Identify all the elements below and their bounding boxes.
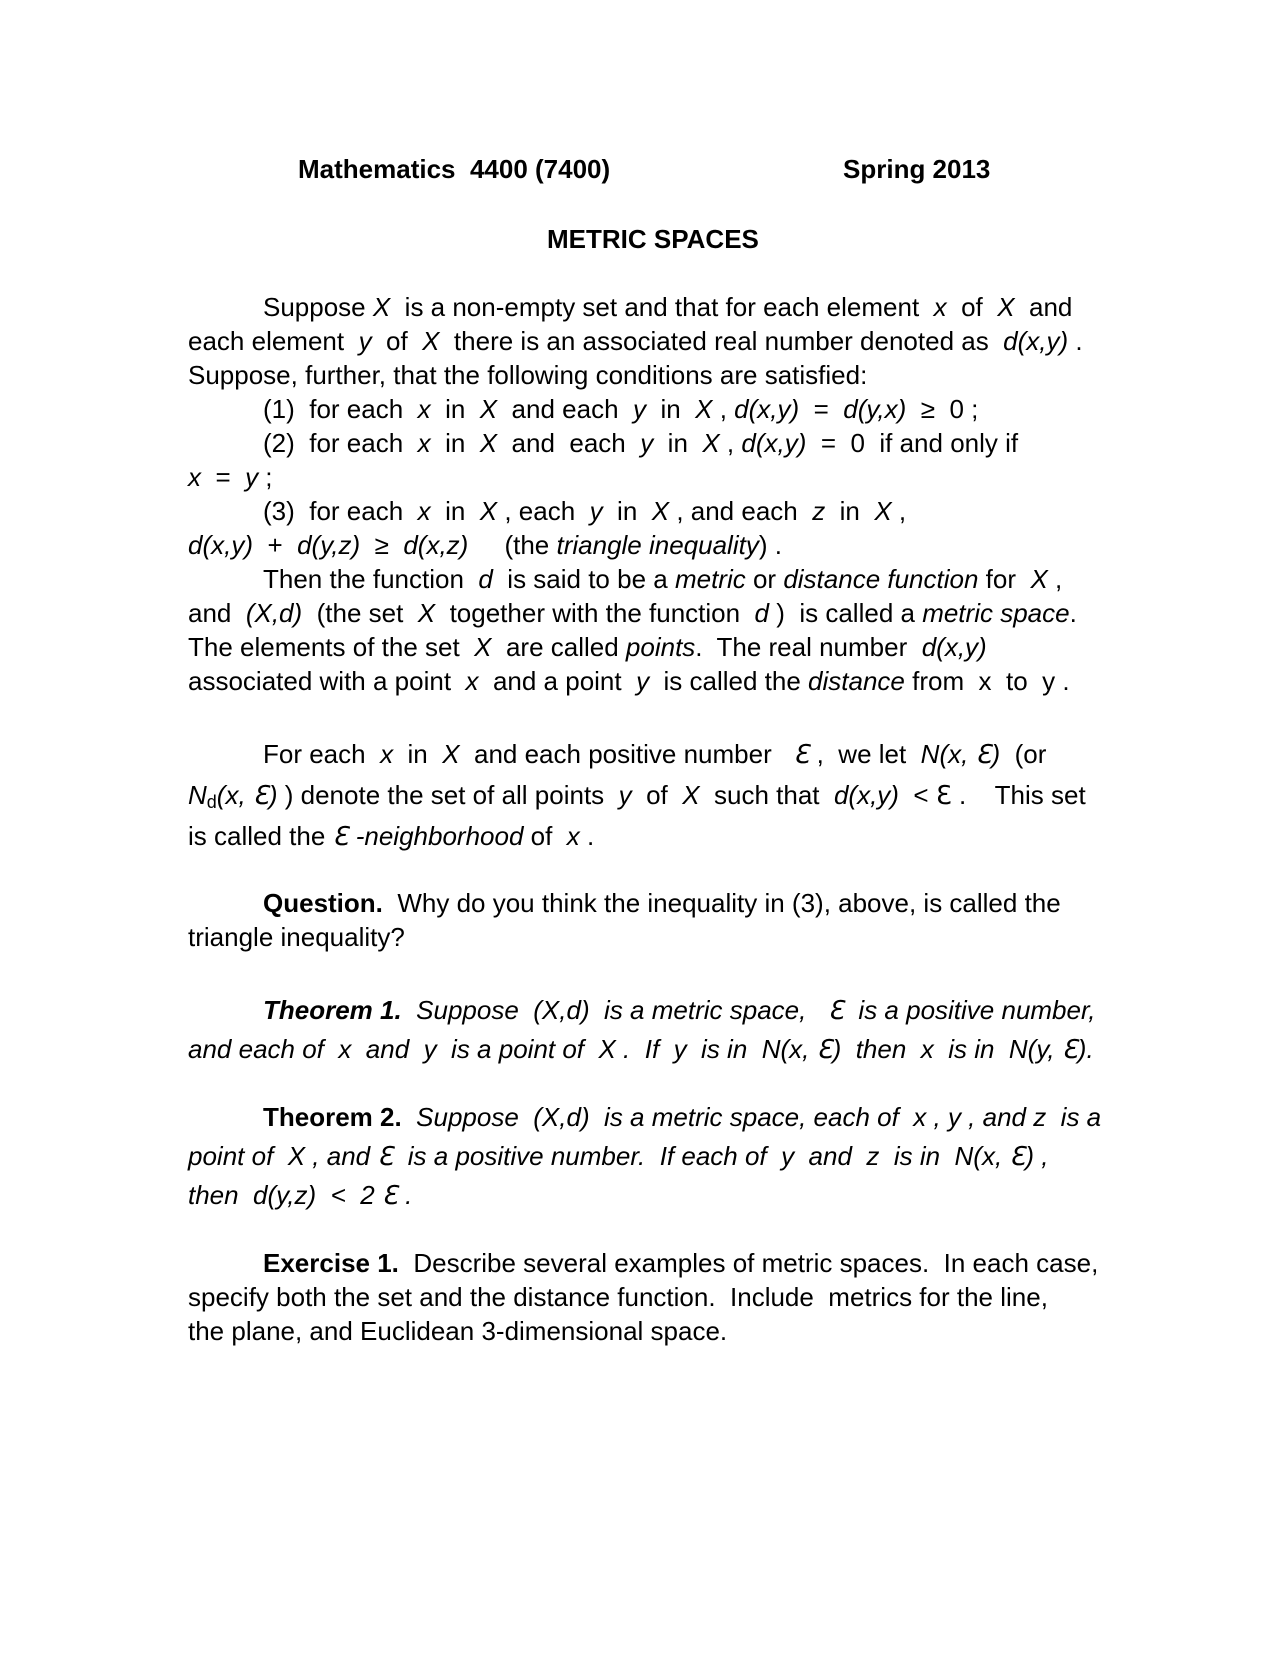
text-run: and (1014, 292, 1073, 322)
text-run: d (754, 598, 770, 628)
text-run: metric space (922, 598, 1070, 628)
text-run: d(y,z) (297, 530, 361, 560)
text-run: such that (699, 780, 834, 810)
text-run: x (465, 666, 479, 696)
theorem-2-line (263, 1100, 1101, 1134)
text-run: Theorem 2. (263, 1102, 402, 1132)
text-run: of (946, 292, 998, 322)
text-run: is a non-empty set and that for each element (390, 292, 934, 322)
text-run: ≥ (360, 530, 404, 560)
paragraph-line (188, 630, 987, 664)
text-run: (the set (302, 598, 418, 628)
text-run: N(x, ℇ) (920, 739, 1001, 769)
text-run: (x, ℇ) (216, 780, 278, 810)
text-run: , (719, 428, 742, 458)
text-run: y (618, 780, 632, 810)
text-run: then d(y,z) < 2 ℇ . (188, 1180, 413, 1210)
text-run: in (646, 394, 696, 424)
question-line (263, 886, 1061, 920)
text-run: = 0 if and only if (806, 428, 1019, 458)
text-run: , (1047, 564, 1063, 594)
theorem-1-line (263, 993, 1095, 1027)
text-run: and each positive number (459, 739, 794, 769)
paragraph-line (188, 528, 782, 562)
text-run: y (589, 496, 603, 526)
text-run: point of X , and ℇ is a positive number. If each of y and z is in N(x, ℇ) , (188, 1141, 1049, 1171)
text-run: triangle inequality (556, 530, 759, 560)
text-run: d(x,y) (921, 632, 987, 662)
text-run: of (371, 326, 423, 356)
text-run: X (479, 394, 498, 424)
text-run: Describe several examples of metric spaces. In each case, (398, 1248, 1099, 1278)
text-run: metric (674, 564, 746, 594)
text-run: (1) for each (263, 394, 418, 424)
text-run: ℇ -neighborhood (332, 821, 524, 851)
page-title: METRIC SPACES (547, 224, 759, 254)
text-run: each element (188, 326, 359, 356)
paragraph-line (188, 358, 867, 392)
text-run: . The real number (695, 632, 922, 662)
paragraph-line (263, 290, 1072, 324)
text-run: X (417, 598, 436, 628)
condition-2 (263, 426, 1018, 460)
text-run: ) is called a (769, 598, 923, 628)
text-run: X (695, 394, 713, 424)
text-run: y (358, 326, 372, 356)
text-run: , we let (809, 739, 921, 769)
text-run: . (1068, 326, 1083, 356)
text-run: (3) for each (263, 496, 418, 526)
text-run: N (188, 780, 207, 810)
theorem-2-line (188, 1139, 1048, 1173)
text-run: distance (808, 666, 905, 696)
text-run: z (812, 496, 826, 526)
text-run: d(x,y) (1003, 326, 1069, 356)
text-run: and (188, 598, 246, 628)
text-run: x (188, 462, 201, 492)
text-run: in (602, 496, 652, 526)
text-run: d(x,y) (734, 394, 800, 424)
text-run: X (682, 780, 700, 810)
text-run: d (206, 792, 217, 812)
theorem-2-line (188, 1178, 412, 1212)
paragraph-line (188, 664, 1070, 698)
text-run: (the (468, 530, 557, 560)
text-run: Exercise 1. (263, 1248, 399, 1278)
text-run: < ℇ . This set (898, 780, 1086, 810)
text-run: X (422, 326, 440, 356)
text-run: associated with a point (188, 666, 466, 696)
text-run: and each (497, 428, 641, 458)
text-run: is said to be a (492, 564, 675, 594)
text-run: in (825, 496, 875, 526)
text-run: is called the (649, 666, 809, 696)
neighborhood-line (188, 778, 1086, 812)
text-run: For each (263, 739, 381, 769)
text-run: in (430, 428, 480, 458)
condition-1 (263, 392, 978, 426)
text-run: Question. (263, 888, 383, 918)
text-run: of (523, 821, 567, 851)
text-run: in (430, 394, 480, 424)
text-run: or (745, 564, 784, 594)
paragraph-line (188, 324, 1083, 358)
theorem-1-line (188, 1032, 1094, 1066)
text-run: y (245, 462, 259, 492)
text-run: x (417, 496, 431, 526)
text-run: triangle inequality? (188, 922, 405, 952)
text-run: Then the function (263, 564, 479, 594)
text-run: x (380, 739, 394, 769)
exercise-1-line (188, 1280, 1048, 1314)
text-run: in (430, 496, 480, 526)
text-run: d(x,z) (403, 530, 469, 560)
exercise-1-line (263, 1246, 1098, 1280)
text-run: = (799, 394, 844, 424)
text-run: Suppose, further, that the following conditions are satisfied: (188, 360, 868, 390)
text-run: + (253, 530, 298, 560)
text-run: from x to y . (904, 666, 1070, 696)
text-run: y (636, 666, 650, 696)
text-run: X (474, 632, 492, 662)
text-run: , and each (669, 496, 813, 526)
text-run: , each (497, 496, 590, 526)
text-run: x (417, 394, 431, 424)
text-run: are called (491, 632, 626, 662)
text-run: X (479, 496, 498, 526)
text-run: specify both the set and the distance function. Include metrics for the line, (188, 1282, 1048, 1312)
text-run: the plane, and Euclidean 3-dimensional space. (188, 1316, 728, 1346)
term-heading: Spring 2013 (843, 154, 991, 184)
text-run: d (478, 564, 493, 594)
text-run: Suppose (263, 292, 373, 322)
text-run: = (201, 462, 246, 492)
text-run: ℇ (793, 739, 810, 769)
text-run: in (393, 739, 443, 769)
text-run: , (891, 496, 907, 526)
text-run: there is an associated real number denoted as (439, 326, 1004, 356)
text-run: ; (258, 462, 273, 492)
text-run: (2) for each (263, 428, 418, 458)
text-run: for (978, 564, 1031, 594)
text-run: x (566, 821, 580, 851)
text-run: , (712, 394, 735, 424)
text-run: . (579, 821, 595, 851)
text-run: d(x,y) (833, 780, 899, 810)
text-run: . (1069, 598, 1077, 628)
text-run: y (640, 428, 654, 458)
text-run: x (933, 292, 947, 322)
text-run: Suppose (X,d) is a metric space, each of x , y , and z is a (401, 1102, 1102, 1132)
text-run: Theorem 1. (263, 995, 402, 1025)
text-run: ≥ 0 ; (906, 394, 979, 424)
paragraph-line (188, 596, 1077, 630)
text-run: X (1030, 564, 1048, 594)
text-run: is called the (188, 821, 333, 851)
text-run: X (874, 496, 892, 526)
condition-3 (263, 494, 906, 528)
text-run: of (631, 780, 683, 810)
text-run: The elements of the set (188, 632, 475, 662)
text-run: X (997, 292, 1015, 322)
text-run: X (651, 496, 670, 526)
text-run: X (479, 428, 498, 458)
text-run: Why do you think the inequality in (3), above, is called the (382, 888, 1061, 918)
text-run: d(y,x) (843, 394, 907, 424)
text-run: Suppose (X,d) is a metric space, ℇ is a positive number, (401, 995, 1096, 1025)
exercise-1-line (188, 1314, 727, 1348)
text-run: d(x,y) (188, 530, 253, 560)
text-run: in (653, 428, 703, 458)
question-line (188, 920, 405, 954)
text-run: ) . (758, 530, 782, 560)
text-run: y (633, 394, 646, 424)
text-run: (X,d) (245, 598, 303, 628)
paragraph-line (263, 562, 1062, 596)
text-run: and a point (478, 666, 637, 696)
text-run: x (417, 428, 431, 458)
text-run: d(x,y) (741, 428, 807, 458)
neighborhood-line (263, 737, 1046, 771)
paragraph-line (188, 460, 273, 494)
text-run: X (702, 428, 720, 458)
course-heading: Mathematics 4400 (7400) (298, 154, 611, 184)
text-run: X (442, 739, 460, 769)
text-run: and each (497, 394, 633, 424)
text-run: points (625, 632, 696, 662)
text-run: and each of x and y is a point of X . If y is in N(x, ℇ) then x is in N(y, ℇ). (188, 1034, 1094, 1064)
text-run: ) denote the set of all points (277, 780, 619, 810)
text-run: X (372, 292, 391, 322)
text-run: (or (1000, 739, 1047, 769)
text-run: together with the function (435, 598, 755, 628)
neighborhood-line (188, 819, 594, 853)
text-run: distance function (783, 564, 979, 594)
